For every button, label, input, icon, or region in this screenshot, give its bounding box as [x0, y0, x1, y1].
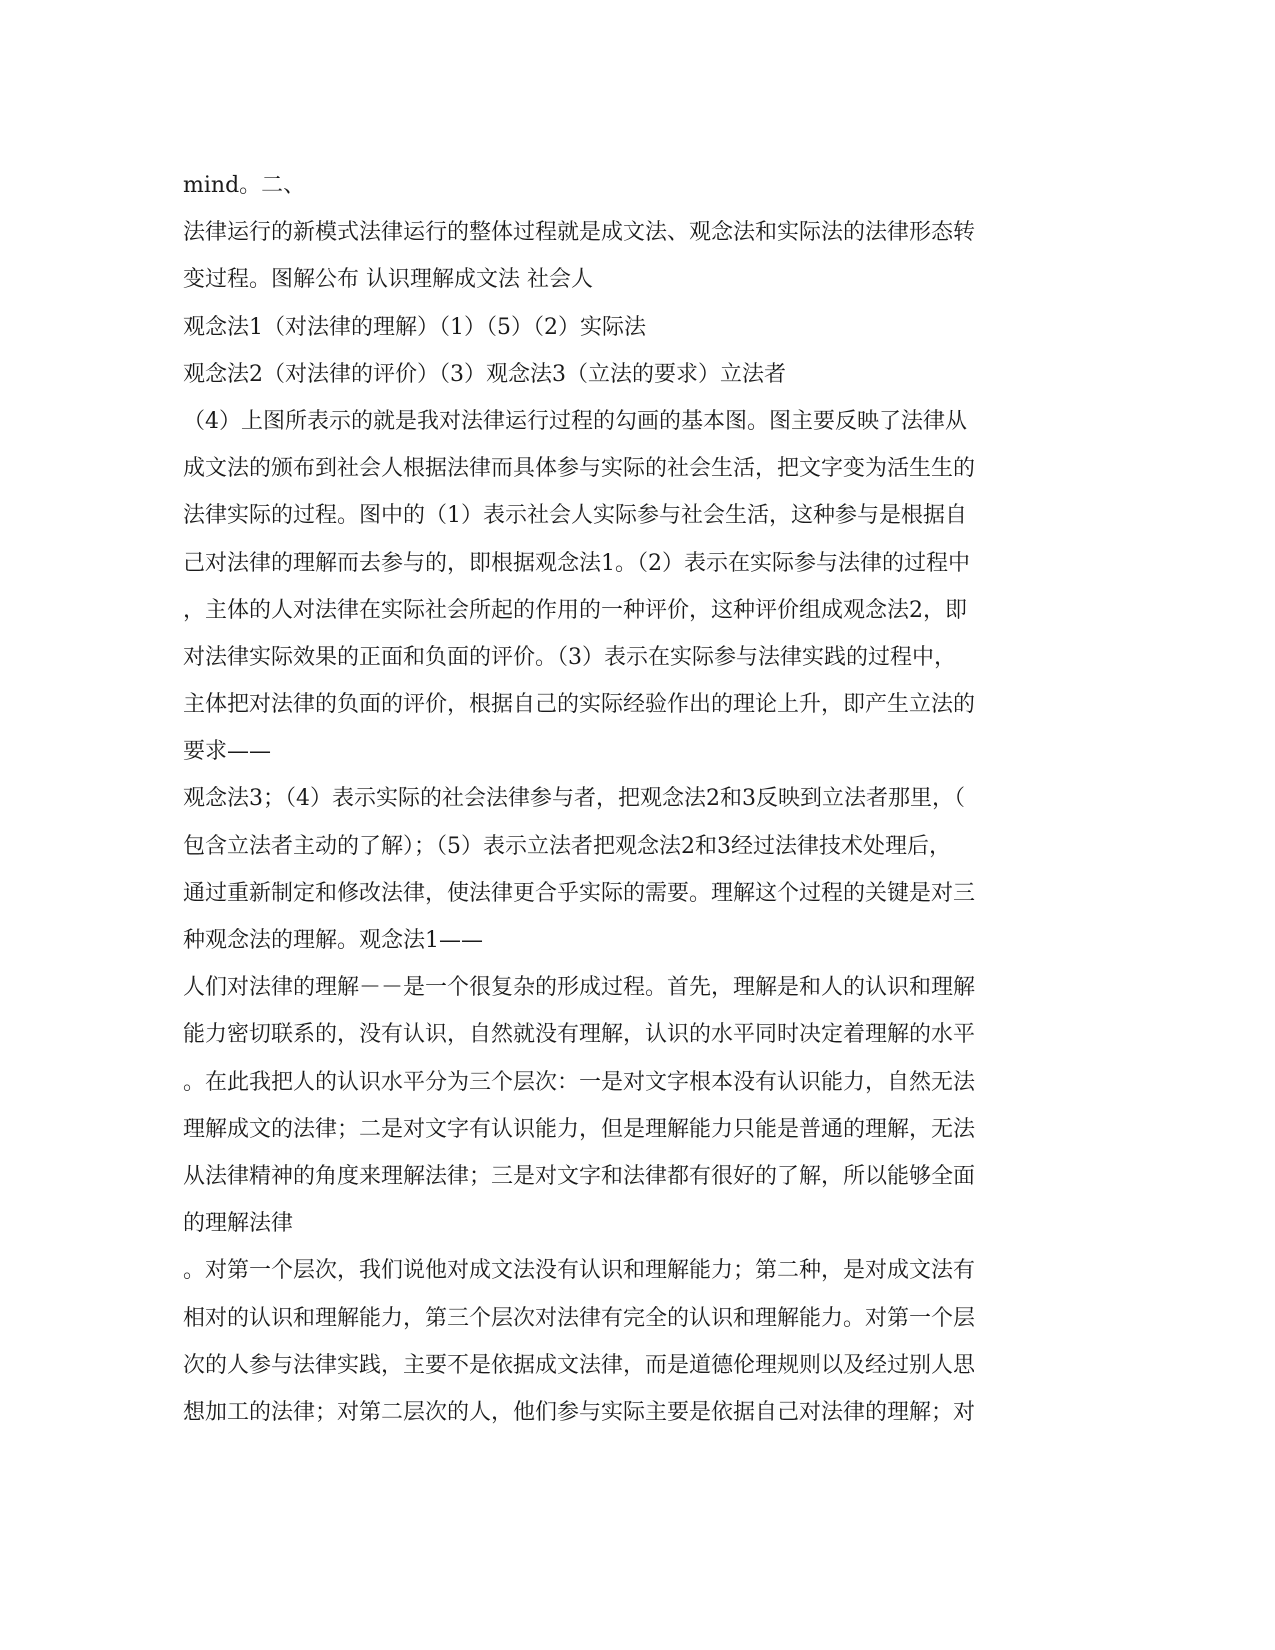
text-line-4: 观念法1（对法律的理解）（1）（5）（2）实际法	[183, 314, 646, 340]
text-line-3: 变过程。图解公布 认识理解成文法 社会人	[183, 267, 593, 293]
text-line-24: 。对第一个层次，我们说他对成文法没有认识和理解能力；第二种，是对成文法有	[183, 1258, 976, 1284]
text-line-6: （4）上图所表示的就是我对法律运行过程的勾画的基本图。图主要反映了法律从	[183, 408, 967, 434]
text-line-26: 次的人参与法律实践，主要不是依据成文法律，而是道德伦理规则以及经过别人思	[183, 1352, 976, 1378]
text-line-2: 法律运行的新模式法律运行的整体过程就是成文法、观念法和实际法的法律形态转	[183, 220, 976, 246]
text-line-16: 通过重新制定和修改法律，使法律更合乎实际的需要。理解这个过程的关键是对三	[183, 880, 976, 906]
text-line-22: 从法律精神的角度来理解法律；三是对文字和法律都有很好的了解，所以能够全面	[183, 1163, 976, 1189]
text-line-20: 。在此我把人的认识水平分为三个层次：一是对文字根本没有认识能力，自然无法	[183, 1069, 976, 1095]
text-line-25: 相对的认识和理解能力，第三个层次对法律有完全的认识和理解能力。对第一个层	[183, 1305, 976, 1331]
text-line-12: 主体把对法律的负面的评价，根据自己的实际经验作出的理论上升，即产生立法的	[183, 692, 976, 718]
body-text	[183, 162, 1103, 1436]
text-line-23: 的理解法律	[183, 1211, 294, 1237]
text-line-5: 观念法2（对法律的评价）（3）观念法3（立法的要求）立法者	[183, 361, 786, 387]
text-line-10: ，主体的人对法律在实际社会所起的作用的一种评价，这种评价组成观念法2，即	[183, 597, 967, 623]
text-line-15: 包含立法者主动的了解）；（5）表示立法者把观念法2和3经过法律技术处理后，	[183, 833, 951, 859]
text-line-8: 法律实际的过程。图中的（1）表示社会人实际参与社会生活，这种参与是根据自	[183, 503, 967, 529]
text-line-1: mind。二、	[183, 173, 306, 198]
text-line-13: 要求——	[183, 739, 272, 765]
text-line-19: 能力密切联系的，没有认识，自然就没有理解，认识的水平同时决定着理解的水平	[183, 1022, 976, 1048]
text-line-11: 对法律实际效果的正面和负面的评价。（3）表示在实际参与法律实践的过程中，	[183, 644, 956, 670]
text-line-21: 理解成文的法律；二是对文字有认识能力，但是理解能力只能是普通的理解，无法	[183, 1116, 976, 1142]
text-line-9: 己对法律的理解而去参与的，即根据观念法1。（2）表示在实际参与法律的过程中	[183, 550, 970, 576]
text-line-18: 人们对法律的理解－－是一个很复杂的形成过程。首先，理解是和人的认识和理解	[183, 975, 976, 1001]
text-line-7: 成文法的颁布到社会人根据法律而具体参与实际的社会生活，把文字变为活生生的	[183, 456, 976, 482]
text-line-14: 观念法3；（4）表示实际的社会法律参与者，把观念法2和3反映到立法者那里，（	[183, 786, 965, 812]
text-line-27: 想加工的法律；对第二层次的人，他们参与实际主要是依据自己对法律的理解；对	[183, 1399, 976, 1425]
text-line-17: 种观念法的理解。观念法1——	[183, 928, 483, 953]
